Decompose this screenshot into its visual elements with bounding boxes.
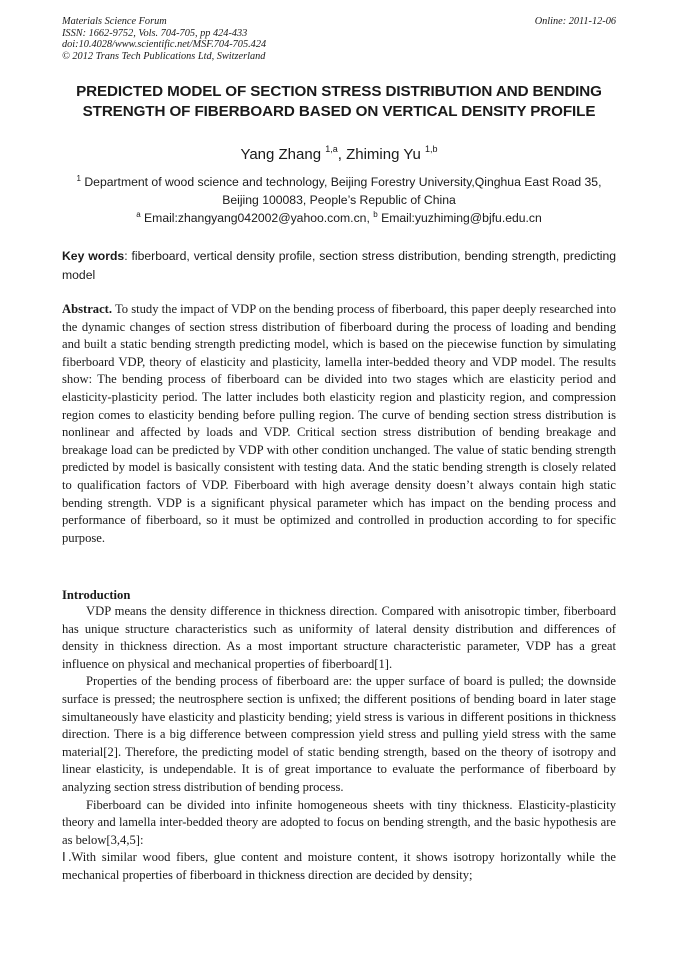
email-a: Email:zhangyang042002@yahoo.com.cn, xyxy=(144,211,370,225)
online-date: Online: 2011-12-06 xyxy=(534,16,616,27)
author-superscript: 1,b xyxy=(425,144,438,154)
affiliation xyxy=(62,173,616,227)
affiliation-address: Department of wood science and technology, Beijing Forestry University,Qinghua East Road 35, xyxy=(84,175,602,189)
affiliation-line-1 xyxy=(62,173,616,191)
email-line xyxy=(62,209,616,227)
author-name: Zhiming Yu xyxy=(346,146,421,163)
paragraph: Ⅰ.With similar wood fibers, glue content and moisture content, it shows isotropy horizontally while the mechanical properties of fiberboard in thickness direction are decided by density; xyxy=(62,850,616,882)
issn-line: ISSN: 1662-9752, Vols. 704-705, pp 424-433 xyxy=(62,27,248,39)
doi-line: doi:10.4028/www.scientific.net/MSF.704-705.424 xyxy=(62,39,267,51)
abstract-label: Abstract. xyxy=(62,302,113,316)
affiliation-line-2: Beijing 100083, People’s Republic of China xyxy=(222,193,456,207)
journal-header xyxy=(62,16,616,62)
paragraph: VDP means the density difference in thickness direction. Compared with anisotropic timber, fiberboard has unique structure characteristics such as uniformity of lateral density distribution and differences of density in thickness direction. As a most important structure characteristic parameter, VDP has a great influence on physical and mechanical properties of fiberboard[1]. xyxy=(62,604,616,671)
author-line xyxy=(62,146,616,164)
paragraph: Properties of the bending process of fiberboard are: the upper surface of board is pulled; the downside surface is pressed; the neutrosphere section is unfixed; the different positions of bending board in later stage simultaneously have elasticity and plasticity bending; yield stress is various in different positions in thickness direction. There is a big difference between compression yield stress and pulling yield stress with the same material[2]. Therefore, the predicting model of static bending strength, based on the theory of isotropy and linear elasticity, is undependable. It is of great importance to evaluate the performance of fiberboard by analyzing section stress distribution of bending process. xyxy=(62,674,616,794)
introduction-body xyxy=(62,603,616,885)
email-b: Email:yuzhiming@bjfu.edu.cn xyxy=(381,211,542,225)
email-b-marker: b xyxy=(373,210,378,219)
email-a-marker: a xyxy=(136,210,141,219)
paragraph: Fiberboard can be divided into infinite homogeneous sheets with tiny thickness. Elasticity-plasticity theory and lamella inter-bedded theory are adopted to focus on bending strength, and the basic hypothesis are as below[3,4,5]: xyxy=(62,797,616,847)
abstract-text: To study the impact of VDP on the bending process of fiberboard, this paper deeply researched into the dynamic changes of section stress distribution of fiberboard during the process of loading and bending and built a static bending strength predicting model, which is based on the piecewise function by simulating fiberboard VDP, theory of elasticity and plasticity, lamella inter-bedded theory and VDP model. The results show: The bending process of fiberboard can be divided into two stages which are elasticity period and elasticity-plasticity period. The latter includes both elasticity region and plasticity region, and compression region comes to elasticity bending before pulling region. The curve of bending section stress distribution is nonlinear and affected by loads and VDP. Critical section stress distribution of bending breakage and breakage load can be predicted by VDP with other condition unchanged. The value of static bending strength predicted by model is basically consistent with testing data. And the static bending strength is closely related to qualification factors of VDP. Fiberboard with high average density doesn’t always contain high static bending strength. VDP is a significant physical parameter which has impact on the bending process and performance of fiberboard, so it must be optimized and controlled in production according to for specific purpose. xyxy=(62,302,616,545)
author-superscript: 1,a xyxy=(325,144,338,154)
abstract xyxy=(62,301,616,547)
copyright-line: © 2012 Trans Tech Publications Ltd, Switzerland xyxy=(62,50,266,62)
author-separator: , xyxy=(337,146,342,163)
journal-name: Materials Science Forum xyxy=(62,16,167,27)
affiliation-marker: 1 xyxy=(76,174,81,183)
author-name: Yang Zhang xyxy=(240,146,322,163)
keywords-text: : fiberboard, vertical density profile, section stress distribution, bending strength, predicting model xyxy=(62,249,616,282)
paper-title: PREDICTED MODEL OF SECTION STRESS DISTRIBUTION AND BENDING STRENGTH OF FIBERBOARD BASED ON VERTICAL DENSITY PROFILE xyxy=(76,83,602,120)
keywords-label: Key words xyxy=(62,249,125,263)
section-heading-introduction: Introduction xyxy=(62,588,131,602)
keywords xyxy=(62,247,616,284)
